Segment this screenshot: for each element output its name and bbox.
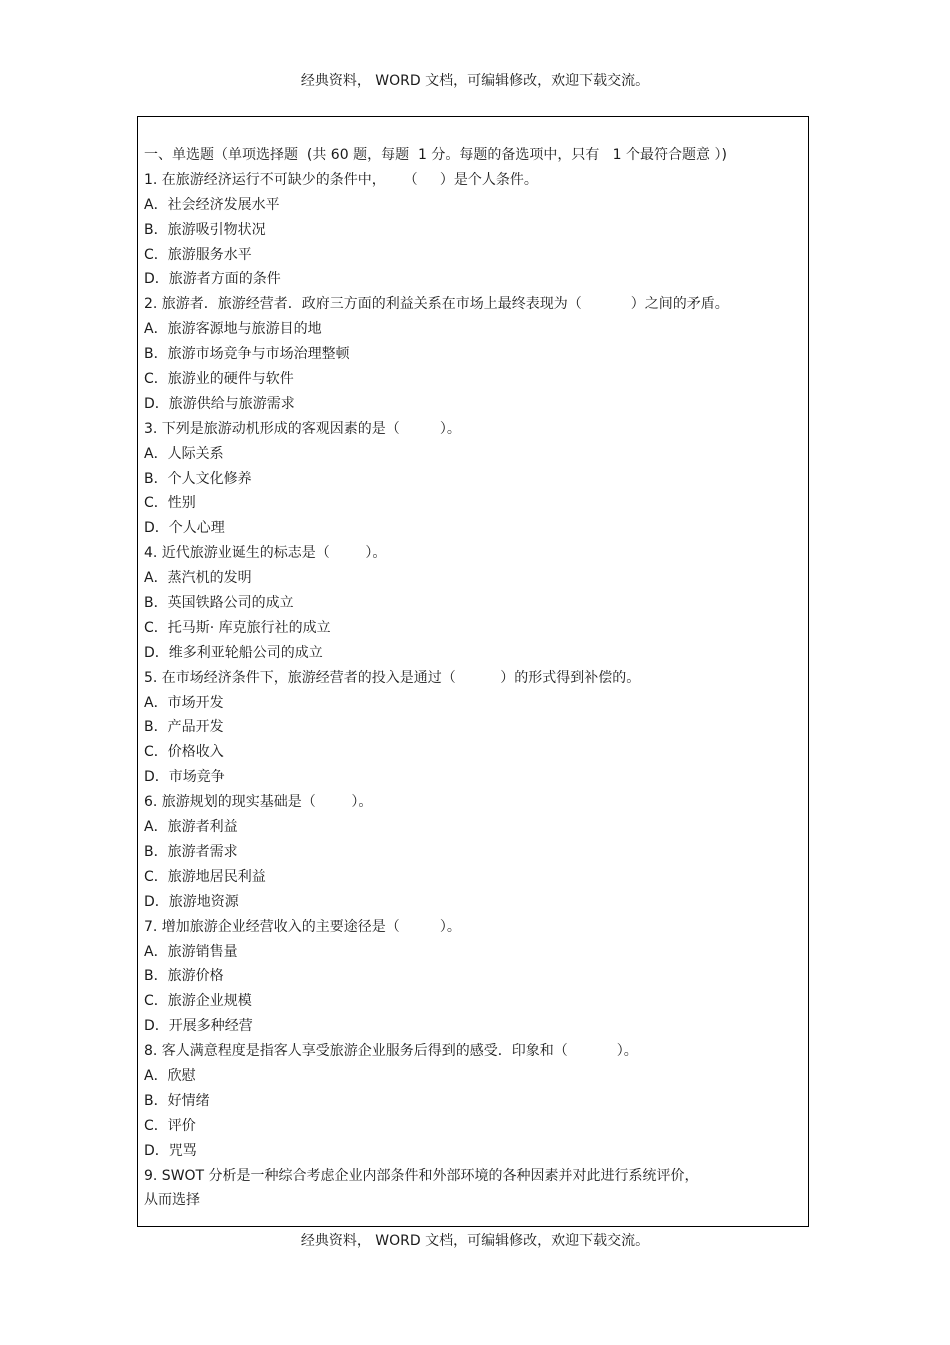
page-header: 经典资料， WORD 文档，可编辑修改，欢迎下载交流。 xyxy=(300,73,650,89)
text-line: 8. 客人满意程度是指客人享受旅游企业服务后得到的感受．印象和（ ）。 xyxy=(144,1043,638,1060)
text-line: C．评价 xyxy=(144,1117,196,1134)
text-line: B．个人文化修养 xyxy=(144,470,252,487)
content-frame xyxy=(137,116,809,1227)
text-line: C．旅游业的硬件与软件 xyxy=(144,371,294,388)
text-line: B．英国铁路公司的成立 xyxy=(144,595,294,612)
text-line: A．欣慰 xyxy=(144,1067,196,1084)
text-line: B．旅游市场竞争与市场治理整顿 xyxy=(144,346,350,363)
text-line: D．旅游者方面的条件 xyxy=(144,271,281,288)
text-line: 5. 在市场经济条件下，旅游经营者的投入是通过（ ）的形式得到补偿的。 xyxy=(144,669,641,686)
text-line: B．好情绪 xyxy=(144,1092,210,1109)
text-line: 2. 旅游者．旅游经营者．政府三方面的利益关系在市场上最终表现为（ ）之间的矛盾。 xyxy=(144,296,729,313)
text-line: D．个人心理 xyxy=(144,520,225,537)
text-line: C．托马斯· 库克旅行社的成立 xyxy=(144,619,331,636)
text-line: C．旅游地居民利益 xyxy=(144,868,266,885)
text-line: C．价格收入 xyxy=(144,744,224,761)
text-line: C．旅游服务水平 xyxy=(144,246,252,263)
text-line: D．旅游地资源 xyxy=(144,893,239,910)
text-line: 3. 下列是旅游动机形成的客观因素的是（ ）。 xyxy=(144,420,461,437)
text-line: A．旅游销售量 xyxy=(144,943,238,960)
question-list xyxy=(144,143,804,1213)
text-line: A．市场开发 xyxy=(144,694,224,711)
text-line: A．旅游客源地与旅游目的地 xyxy=(144,321,322,338)
text-line: B．旅游吸引物状况 xyxy=(144,221,266,238)
text-line: A．蒸汽机的发明 xyxy=(144,570,252,587)
text-line: A．旅游者利益 xyxy=(144,819,238,836)
text-line: D．开展多种经营 xyxy=(144,1018,253,1035)
text-line: A．社会经济发展水平 xyxy=(144,196,280,213)
text-line: 从而选择 xyxy=(144,1192,200,1209)
text-line: D．维多利亚轮船公司的成立 xyxy=(144,644,323,661)
text-line: D．旅游供给与旅游需求 xyxy=(144,395,295,412)
text-line: 4. 近代旅游业诞生的标志是（ ）。 xyxy=(144,545,387,562)
text-line: B．产品开发 xyxy=(144,719,224,736)
text-line: B．旅游者需求 xyxy=(144,843,238,860)
text-line: 1. 在旅游经济运行不可缺少的条件中， （ ）是个人条件。 xyxy=(144,171,538,188)
text-line: C．性别 xyxy=(144,495,196,512)
text-line: C．旅游企业规模 xyxy=(144,993,252,1010)
text-line: B．旅游价格 xyxy=(144,968,224,985)
text-line: 一、单选题（单项选择题 (共 60 题，每题 1 分。每题的备选项中，只有 1 个最符合题意 ）) xyxy=(144,147,727,163)
text-line: A．人际关系 xyxy=(144,445,224,462)
text-line: D．咒骂 xyxy=(144,1142,197,1159)
text-line: 9. SWOT 分析是一种综合考虑企业内部条件和外部环境的各种因素并对此进行系统评价， xyxy=(144,1167,699,1184)
page-footer: 经典资料， WORD 文档，可编辑修改，欢迎下载交流。 xyxy=(300,1233,650,1249)
text-line: D．市场竞争 xyxy=(144,769,225,786)
text-line: 6. 旅游规划的现实基础是（ ）。 xyxy=(144,794,373,811)
text-line: 7. 增加旅游企业经营收入的主要途径是（ ）。 xyxy=(144,918,461,935)
